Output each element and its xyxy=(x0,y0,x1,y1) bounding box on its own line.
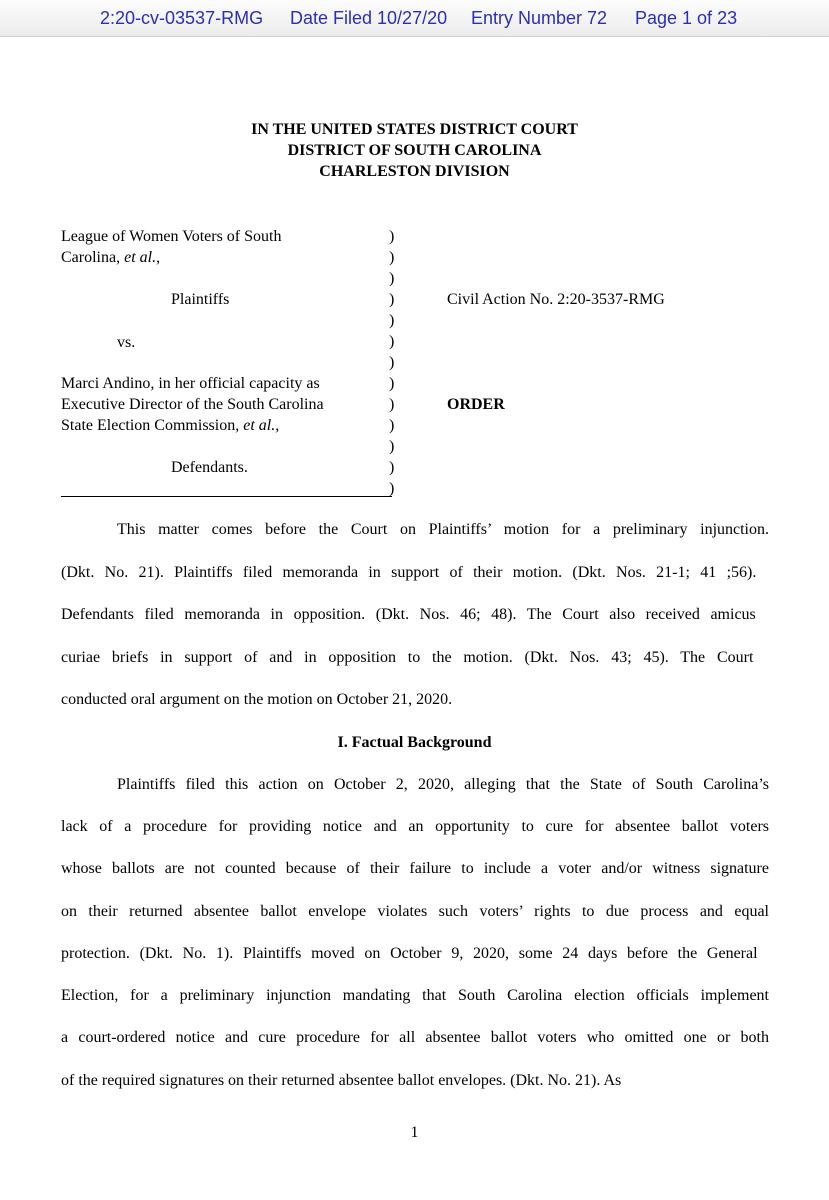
plaintiff-name-line2: Carolina, et al., xyxy=(61,249,161,266)
background-line: lack of a procedure for providing notice and an opportunity to cure for absentee ballot voters xyxy=(61,818,769,835)
section-heading: I. Factual Background xyxy=(337,734,492,751)
header-entry-number: Entry Number 72 xyxy=(471,8,608,28)
court-name: IN THE UNITED STATES DISTRICT COURT xyxy=(251,121,578,138)
background-line: protection. (Dkt. No. 1). Plaintiffs moved on October 9, 2020, some 24 days before the General xyxy=(61,945,758,962)
background-line: Election, for a preliminary injunction mandating that South Carolina election officials implement xyxy=(61,987,769,1004)
caption-paren: ) xyxy=(389,354,395,371)
intro-line: conducted oral argument on the motion on October 21, 2020. xyxy=(61,691,453,708)
defendant-name-line1: Marci Andino, in her official capacity as xyxy=(61,375,320,392)
background-line: on their returned absentee ballot envelope violates such voters’ rights to due process and equal xyxy=(61,903,769,920)
defendant-name-line3: State Election Commission, et al., xyxy=(61,417,280,434)
caption-paren: ) xyxy=(389,270,395,287)
caption-paren: ) xyxy=(389,312,395,329)
versus-label: vs. xyxy=(117,334,136,351)
plaintiff-name-line1: League of Women Voters of South xyxy=(61,228,282,245)
plaintiffs-label: Plaintiffs xyxy=(171,291,230,308)
court-district: DISTRICT OF SOUTH CAROLINA xyxy=(287,142,542,159)
caption-paren: ) xyxy=(389,228,395,245)
intro-line: curiae briefs in support of and in opposition to the motion. (Dkt. Nos. 43; 45). The Court xyxy=(61,649,754,666)
intro-line: Defendants filed memoranda in opposition. (Dkt. Nos. 46; 48). The Court also received amicus xyxy=(61,606,756,623)
ecf-header-bar xyxy=(0,0,829,37)
caption-paren: ) xyxy=(389,417,395,434)
caption-paren: ) xyxy=(389,249,395,266)
header-date-filed: Date Filed 10/27/20 xyxy=(290,8,448,28)
order-title: ORDER xyxy=(447,396,505,413)
background-line: a court-ordered notice and cure procedure for all absentee ballot voters who omitted one or both xyxy=(61,1029,769,1046)
caption-paren: ) xyxy=(389,438,395,455)
header-page-count: Page 1 of 23 xyxy=(635,8,738,28)
background-line: whose ballots are not counted because of their failure to include a voter and/or witness signature xyxy=(61,860,769,877)
civil-action-number: Civil Action No. 2:20-3537-RMG xyxy=(447,291,665,308)
background-line: Plaintiffs filed this action on October 2, 2020, alleging that the State of South Carolina’s xyxy=(117,776,769,793)
header-case-number: 2:20-cv-03537-RMG xyxy=(100,8,264,28)
defendant-name-line2: Executive Director of the South Carolina xyxy=(61,396,324,413)
caption-paren: ) xyxy=(389,396,395,413)
defendants-label: Defendants. xyxy=(171,459,248,476)
page-number: 1 xyxy=(410,1124,419,1141)
intro-line: This matter comes before the Court on Plaintiffs’ motion for a preliminary injunction. xyxy=(117,521,769,538)
caption-paren: ) xyxy=(389,459,395,476)
background-line: of the required signatures on their returned absentee ballot envelopes. (Dkt. No. 21). As xyxy=(61,1072,622,1089)
caption-paren: ) xyxy=(389,291,395,308)
caption-paren: ) xyxy=(389,333,395,350)
caption-underline xyxy=(61,496,392,497)
caption-paren: ) xyxy=(389,375,395,392)
court-division: CHARLESTON DIVISION xyxy=(319,163,510,180)
caption-paren: ) xyxy=(389,480,395,497)
intro-line: (Dkt. No. 21). Plaintiffs filed memoranda in support of their motion. (Dkt. Nos. 21-1; 41 ;56). xyxy=(61,564,757,581)
